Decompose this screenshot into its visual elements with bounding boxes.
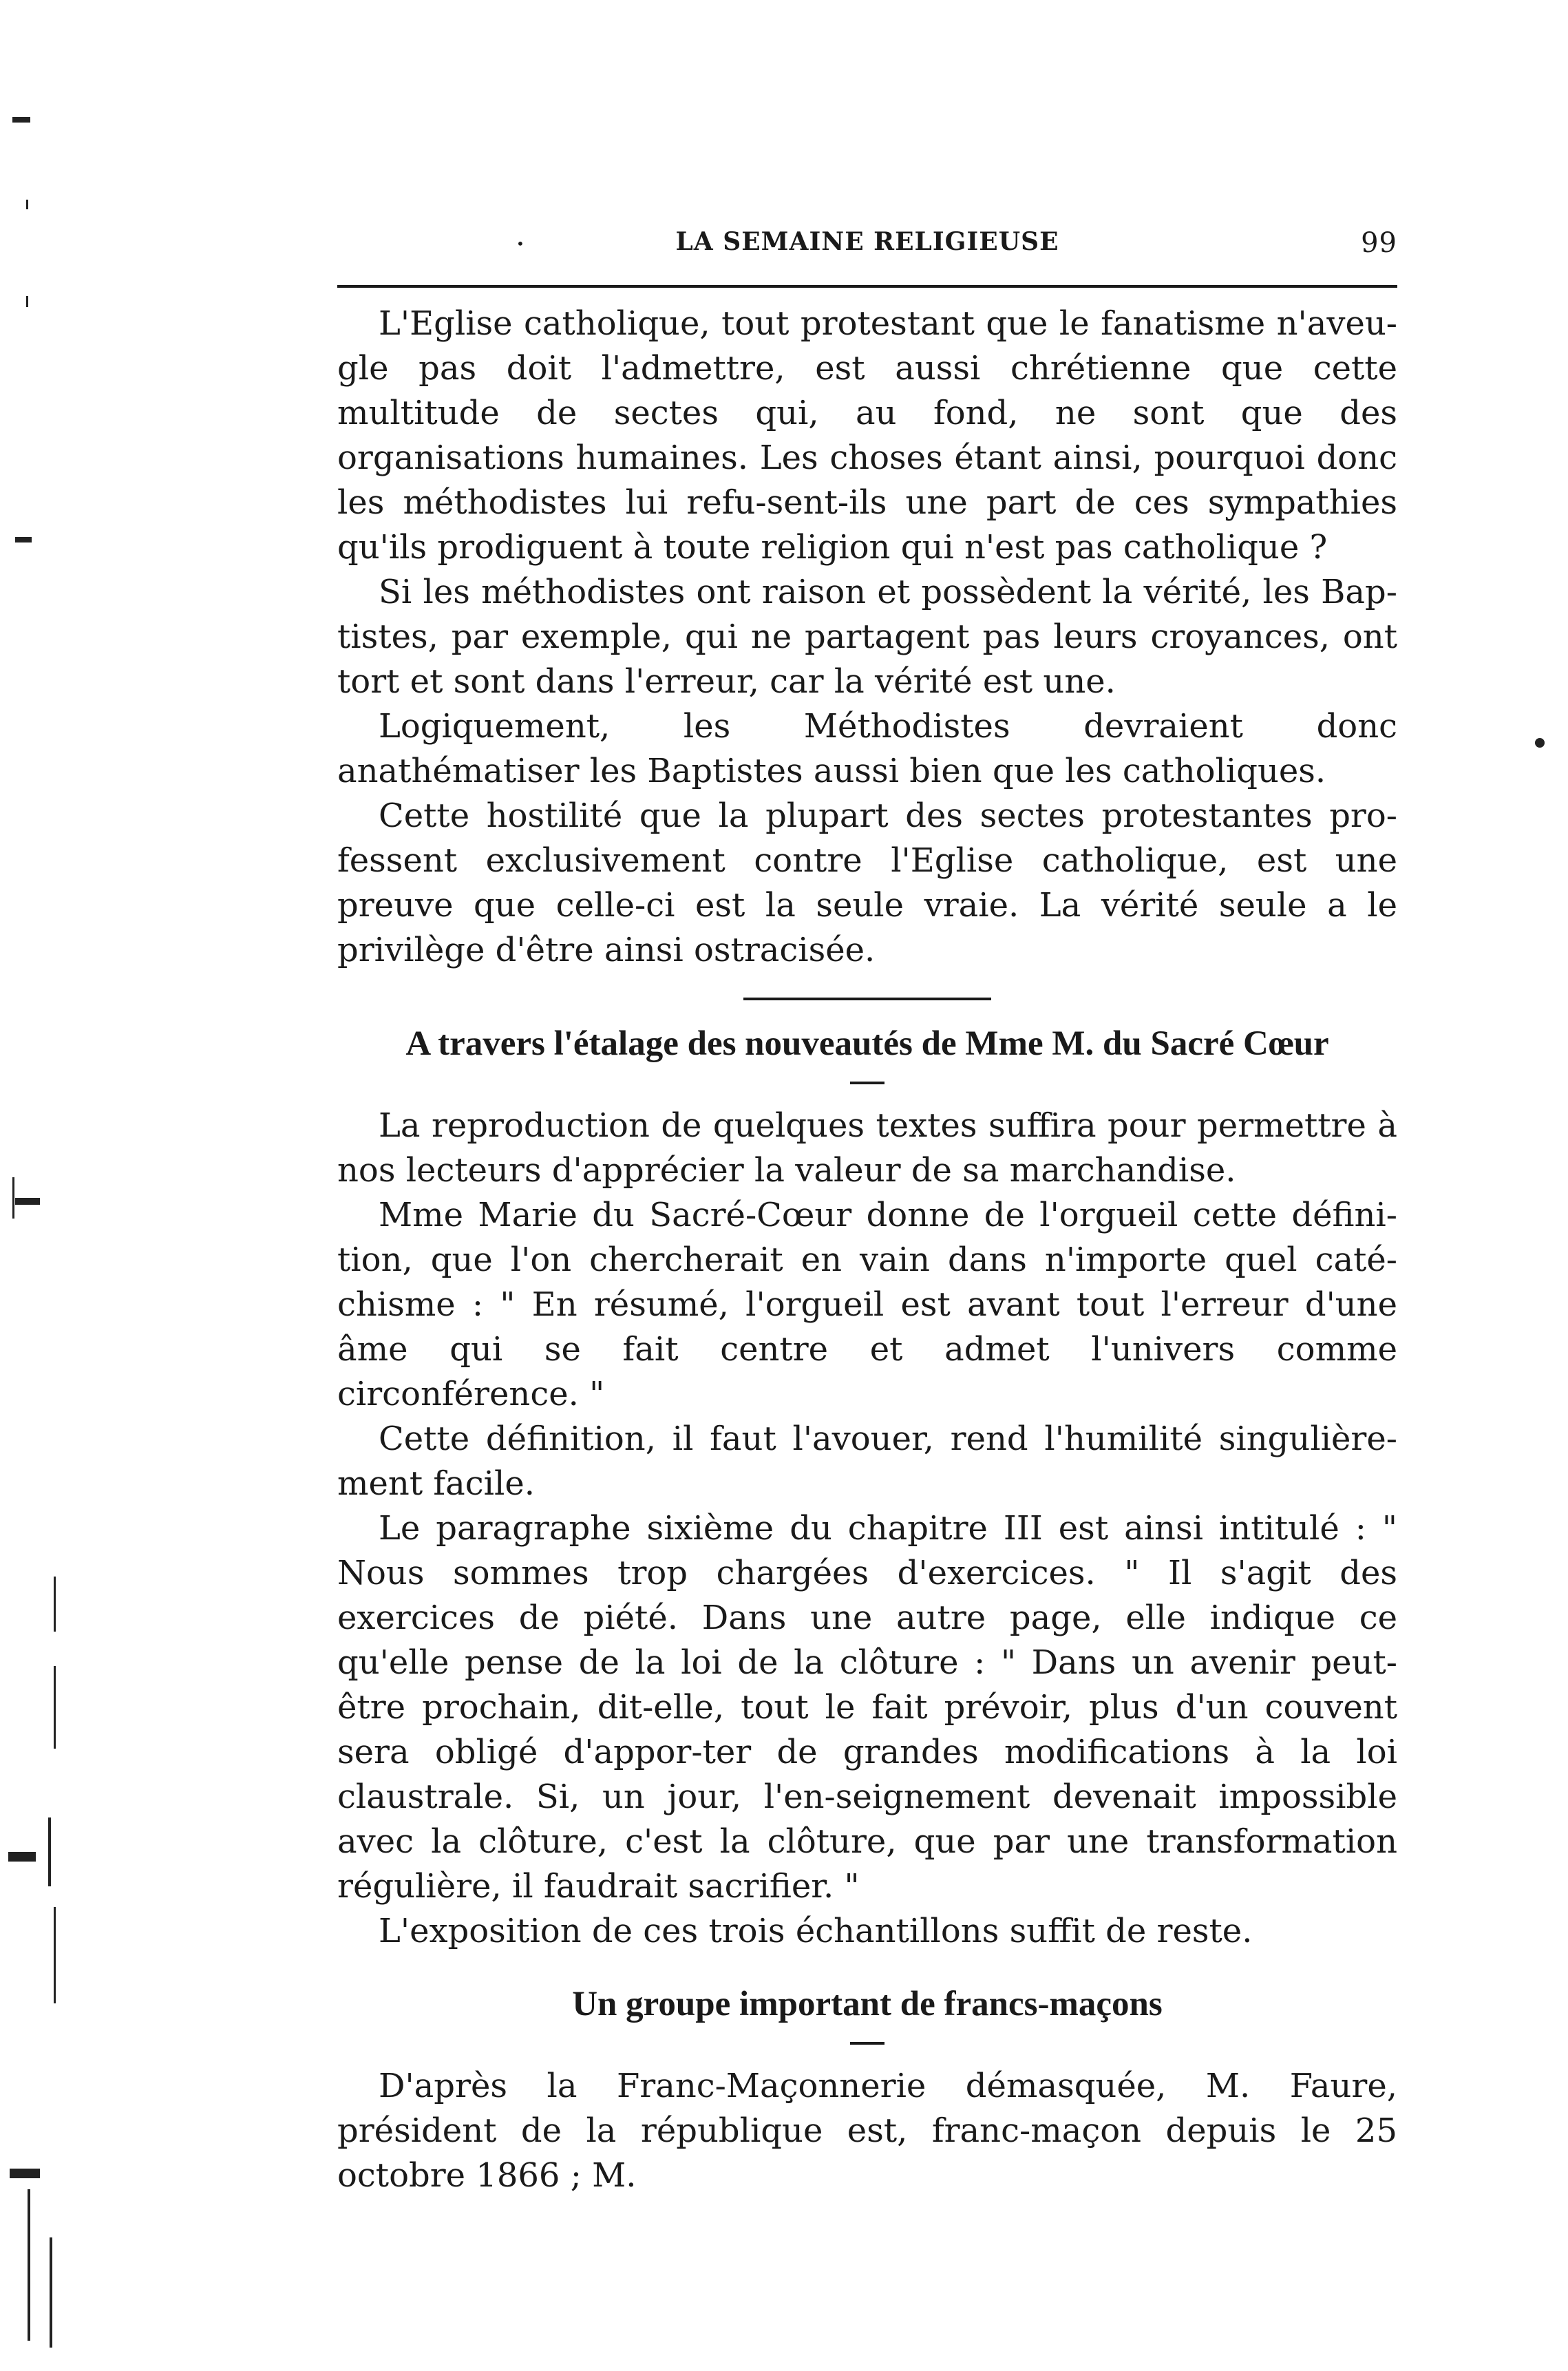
book-page xyxy=(337,227,1397,2198)
paragraph: D'après la Franc-Maçonnerie démasquée, M. Faure, président de la république est, franc-maçon depuis le 25 octobre 1866 ; M. xyxy=(337,2067,1397,2195)
header-dot: • xyxy=(516,235,525,252)
running-title: LA SEMAINE RELIGIEUSE xyxy=(675,227,1059,256)
paragraph: Mme Marie du Sacré-Cœur donne de l'orgueil cette défini-tion, que l'on chercherait en vain dans n'importe quel caté-chisme : " En résumé, l'orgueil est avant tout l'erreur d'une âme qui se fait centre et admet l'univers comme circonférence. " xyxy=(337,1196,1397,1413)
page-number: 99 xyxy=(1361,227,1397,259)
section-separator-rule xyxy=(743,998,991,1000)
left-margin-scan-marks xyxy=(0,0,83,2371)
paragraph: Cette hostilité que la plupart des sectes protestantes pro-fessent exclusivement contre l'Eglise catholique, est une preuve que celle-ci est la seule vraie. La vérité seule a le privilège d'être ainsi ostracisée. xyxy=(337,797,1397,969)
heading-dash xyxy=(850,1082,884,1084)
paragraph: L'Eglise catholique, tout protestant que le fanatisme n'aveu-gle pas doit l'admettre, est aussi chrétienne que cette multitude de sectes qui, au fond, ne sont que des organisations humaines. Les choses étant ainsi, pourquoi donc les méthodistes lui refu-sent-ils une part de ces sympathies qu'ils prodiguent à toute religion qui n'est pas catholique ? xyxy=(337,304,1397,567)
header-rule xyxy=(337,285,1397,288)
paragraph: Cette définition, il faut l'avouer, rend l'humilité singulière-ment facile. xyxy=(337,1420,1397,1503)
paragraph: Logiquement, les Méthodistes devraient donc anathématiser les Baptistes aussi bien que les catholiques. xyxy=(337,707,1397,790)
section-heading: A travers l'étalage des nouveautés de Mme M. du Sacré Cœur xyxy=(405,1024,1329,1063)
running-header xyxy=(337,227,1397,268)
paragraph: L'exposition de ces trois échantillons suffit de reste. xyxy=(379,1912,1253,1950)
paragraph: La reproduction de quelques textes suffira pour permettre à nos lecteurs d'apprécier la valeur de sa marchandise. xyxy=(337,1106,1397,1190)
section-gap xyxy=(337,1954,1397,1981)
paragraph: Le paragraphe sixième du chapitre III est ainsi intitulé : " Nous sommes trop chargées d'exercices. " Il s'agit des exercices de piété. Dans une autre page, elle indique ce qu'elle pense de la loi de la clôture : " Dans un avenir peut-être prochain, dit-elle, tout le fait prévoir, plus d'un couvent sera obligé d'appor-ter de grandes modifications à la loi claustrale. Si, un jour, l'en-seignement devenait impossible avec la clôture, c'est la clôture, que par une transformation régulière, il faudrait sacrifier. " xyxy=(337,1509,1397,1906)
section-francs-macons xyxy=(337,1981,1397,2198)
section-nouveautes xyxy=(337,1021,1397,1954)
heading-dash xyxy=(850,2042,884,2045)
section-heading: Un groupe important de francs-maçons xyxy=(572,1985,1163,2023)
paragraph: Si les méthodistes ont raison et possèdent la vérité, les Bap-tistes, par exemple, qui ne partagent pas leurs croyances, ont tort et sont dans l'erreur, car la vérité est une. xyxy=(337,573,1397,701)
stray-dot-mark xyxy=(1535,738,1545,748)
intro-text xyxy=(337,302,1397,973)
